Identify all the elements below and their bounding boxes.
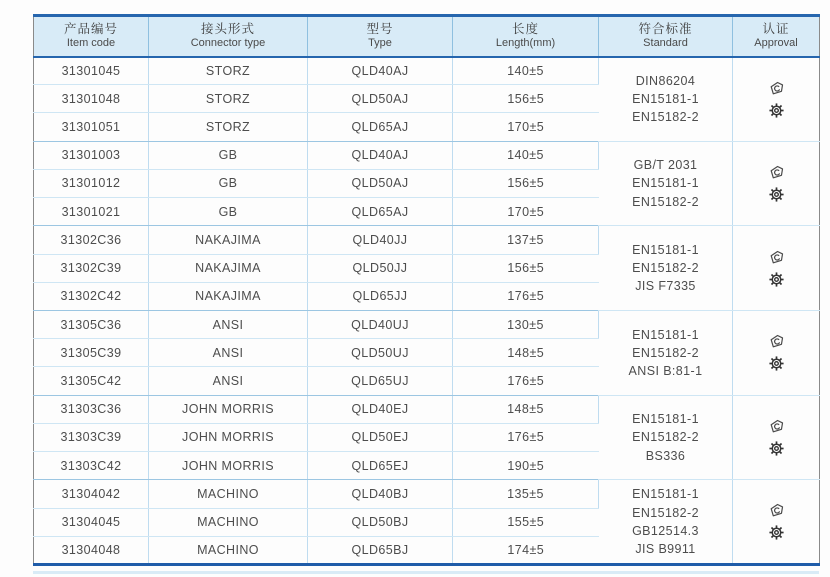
approval-cell xyxy=(733,480,820,565)
approval-cell xyxy=(733,57,820,142)
item-code-cell: 31305C42 xyxy=(34,367,149,395)
standard-line: EN15182-2 xyxy=(632,345,699,360)
table-row xyxy=(34,395,820,423)
length-cell: 156±5 xyxy=(453,169,599,197)
wheelmark-icon xyxy=(768,440,785,457)
item-code-cell: 31301021 xyxy=(34,198,149,226)
length-cell: 140±5 xyxy=(453,141,599,169)
length-cell: 156±5 xyxy=(453,254,599,282)
header-type-en: Type xyxy=(368,37,392,50)
standard-line: JIS B9911 xyxy=(635,541,696,556)
item-code-cell: 31301048 xyxy=(34,85,149,113)
type-cell: QLD40BJ xyxy=(308,480,453,508)
wheelmark-icon xyxy=(768,524,785,541)
connector-type-cell: ANSI xyxy=(149,367,308,395)
length-cell: 140±5 xyxy=(453,57,599,85)
spec-table xyxy=(33,14,820,566)
certificate-icon xyxy=(768,164,785,181)
product-spec-table xyxy=(33,14,819,566)
approval-cell xyxy=(733,395,820,480)
standard-line: EN15182-2 xyxy=(632,261,699,276)
header-approval xyxy=(733,16,820,57)
wheelmark-icon xyxy=(768,355,785,372)
certificate-icon xyxy=(768,249,785,266)
item-code-cell: 31301012 xyxy=(34,169,149,197)
table-row xyxy=(34,480,820,508)
standard-line: EN15182-2 xyxy=(632,430,699,445)
standard-line: EN15181-1 xyxy=(632,327,699,342)
wheelmark-icon xyxy=(768,271,785,288)
standard-line: EN15181-1 xyxy=(632,92,699,107)
item-code-cell: 31304042 xyxy=(34,480,149,508)
approval-cell xyxy=(733,226,820,311)
header-type-zh: 型号 xyxy=(366,21,394,36)
certificate-icon xyxy=(768,80,785,97)
type-cell: QLD65AJ xyxy=(308,198,453,226)
certificate-icon xyxy=(768,502,785,519)
type-cell: QLD65AJ xyxy=(308,113,453,141)
type-cell: QLD40AJ xyxy=(308,141,453,169)
connector-type-cell: ANSI xyxy=(149,310,308,338)
standard-line: GB/T 2031 xyxy=(633,158,698,173)
connector-type-cell: MACHINO xyxy=(149,536,308,564)
connector-type-cell: NAKAJIMA xyxy=(149,226,308,254)
type-cell: QLD65JJ xyxy=(308,282,453,310)
item-code-cell: 31305C36 xyxy=(34,310,149,338)
connector-type-cell: MACHINO xyxy=(149,480,308,508)
length-cell: 155±5 xyxy=(453,508,599,536)
item-code-cell: 31302C39 xyxy=(34,254,149,282)
connector-type-cell: MACHINO xyxy=(149,508,308,536)
standard-line: EN15182-2 xyxy=(632,505,699,520)
standard-cell xyxy=(599,57,733,142)
length-cell: 170±5 xyxy=(453,113,599,141)
standard-cell xyxy=(599,480,733,565)
connector-type-cell: GB xyxy=(149,169,308,197)
item-code-cell: 31304045 xyxy=(34,508,149,536)
standard-line: DIN86204 xyxy=(635,73,696,88)
standard-line: EN15181-1 xyxy=(632,412,699,427)
header-length-en: Length(mm) xyxy=(495,37,556,50)
header-approval-zh: 认证 xyxy=(762,21,790,36)
item-code-cell: 31302C36 xyxy=(34,226,149,254)
header-row xyxy=(34,16,820,57)
type-cell: QLD40EJ xyxy=(308,395,453,423)
table-row xyxy=(34,57,820,85)
connector-type-cell: NAKAJIMA xyxy=(149,282,308,310)
length-cell: 176±5 xyxy=(453,367,599,395)
approval-cell xyxy=(733,310,820,395)
type-cell: QLD50BJ xyxy=(308,508,453,536)
header-item-code xyxy=(34,16,149,57)
certificate-icon xyxy=(768,333,785,350)
type-cell: QLD40AJ xyxy=(308,57,453,85)
header-type xyxy=(308,16,453,57)
table-row xyxy=(34,310,820,338)
item-code-cell: 31303C42 xyxy=(34,452,149,480)
connector-type-cell: STORZ xyxy=(149,57,308,85)
table-header xyxy=(34,16,820,57)
type-cell: QLD50JJ xyxy=(308,254,453,282)
standard-cell xyxy=(599,310,733,395)
standard-line: ANSI B:81-1 xyxy=(628,363,703,378)
length-cell: 170±5 xyxy=(453,198,599,226)
standard-line: EN15181-1 xyxy=(632,242,699,257)
connector-type-cell: JOHN MORRIS xyxy=(149,423,308,451)
item-code-cell: 31301045 xyxy=(34,57,149,85)
length-cell: 148±5 xyxy=(453,339,599,367)
length-cell: 190±5 xyxy=(453,452,599,480)
item-code-cell: 31305C39 xyxy=(34,339,149,367)
item-code-cell: 31303C36 xyxy=(34,395,149,423)
header-connector-type xyxy=(149,16,308,57)
header-standard-zh: 符合标准 xyxy=(638,21,693,36)
connector-type-cell: GB xyxy=(149,198,308,226)
length-cell: 156±5 xyxy=(453,85,599,113)
header-standard-en: Standard xyxy=(643,37,688,50)
type-cell: QLD65BJ xyxy=(308,536,453,564)
item-code-cell: 31303C39 xyxy=(34,423,149,451)
length-cell: 176±5 xyxy=(453,423,599,451)
type-cell: QLD40UJ xyxy=(308,310,453,338)
length-cell: 135±5 xyxy=(453,480,599,508)
connector-type-cell: ANSI xyxy=(149,339,308,367)
connector-type-cell: NAKAJIMA xyxy=(149,254,308,282)
table-body xyxy=(34,57,820,565)
item-code-cell: 31301051 xyxy=(34,113,149,141)
type-cell: QLD50EJ xyxy=(308,423,453,451)
connector-type-cell: JOHN MORRIS xyxy=(149,395,308,423)
standard-cell xyxy=(599,226,733,311)
connector-type-cell: STORZ xyxy=(149,85,308,113)
standard-line: JIS F7335 xyxy=(635,279,696,294)
type-cell: QLD50AJ xyxy=(308,169,453,197)
type-cell: QLD50UJ xyxy=(308,339,453,367)
item-code-cell: 31304048 xyxy=(34,536,149,564)
header-length xyxy=(453,16,599,57)
table-row xyxy=(34,226,820,254)
header-item-code-en: Item code xyxy=(66,37,116,50)
next-section-edge xyxy=(33,571,819,574)
connector-type-cell: JOHN MORRIS xyxy=(149,452,308,480)
standard-line: EN15181-1 xyxy=(632,487,699,502)
standard-cell xyxy=(599,395,733,480)
standard-line: EN15182-2 xyxy=(632,110,699,125)
wheelmark-icon xyxy=(768,186,785,203)
table-row xyxy=(34,141,820,169)
standard-line: EN15182-2 xyxy=(632,194,699,209)
length-cell: 137±5 xyxy=(453,226,599,254)
connector-type-cell: STORZ xyxy=(149,113,308,141)
length-cell: 148±5 xyxy=(453,395,599,423)
length-cell: 130±5 xyxy=(453,310,599,338)
approval-cell xyxy=(733,141,820,226)
header-connector-type-en: Connector type xyxy=(190,37,266,50)
wheelmark-icon xyxy=(768,102,785,119)
connector-type-cell: GB xyxy=(149,141,308,169)
standard-line: EN15181-1 xyxy=(632,176,699,191)
item-code-cell: 31302C42 xyxy=(34,282,149,310)
standard-line: GB12514.3 xyxy=(632,523,699,538)
header-length-zh: 长度 xyxy=(511,21,539,36)
header-item-code-zh: 产品编号 xyxy=(63,21,118,36)
type-cell: QLD50AJ xyxy=(308,85,453,113)
length-cell: 174±5 xyxy=(453,536,599,564)
standard-cell xyxy=(599,141,733,226)
length-cell: 176±5 xyxy=(453,282,599,310)
certificate-icon xyxy=(768,418,785,435)
type-cell: QLD65EJ xyxy=(308,452,453,480)
type-cell: QLD65UJ xyxy=(308,367,453,395)
standard-line: BS336 xyxy=(645,448,686,463)
type-cell: QLD40JJ xyxy=(308,226,453,254)
header-standard xyxy=(599,16,733,57)
header-approval-en: Approval xyxy=(754,37,798,50)
header-connector-type-zh: 接头形式 xyxy=(200,21,255,36)
item-code-cell: 31301003 xyxy=(34,141,149,169)
